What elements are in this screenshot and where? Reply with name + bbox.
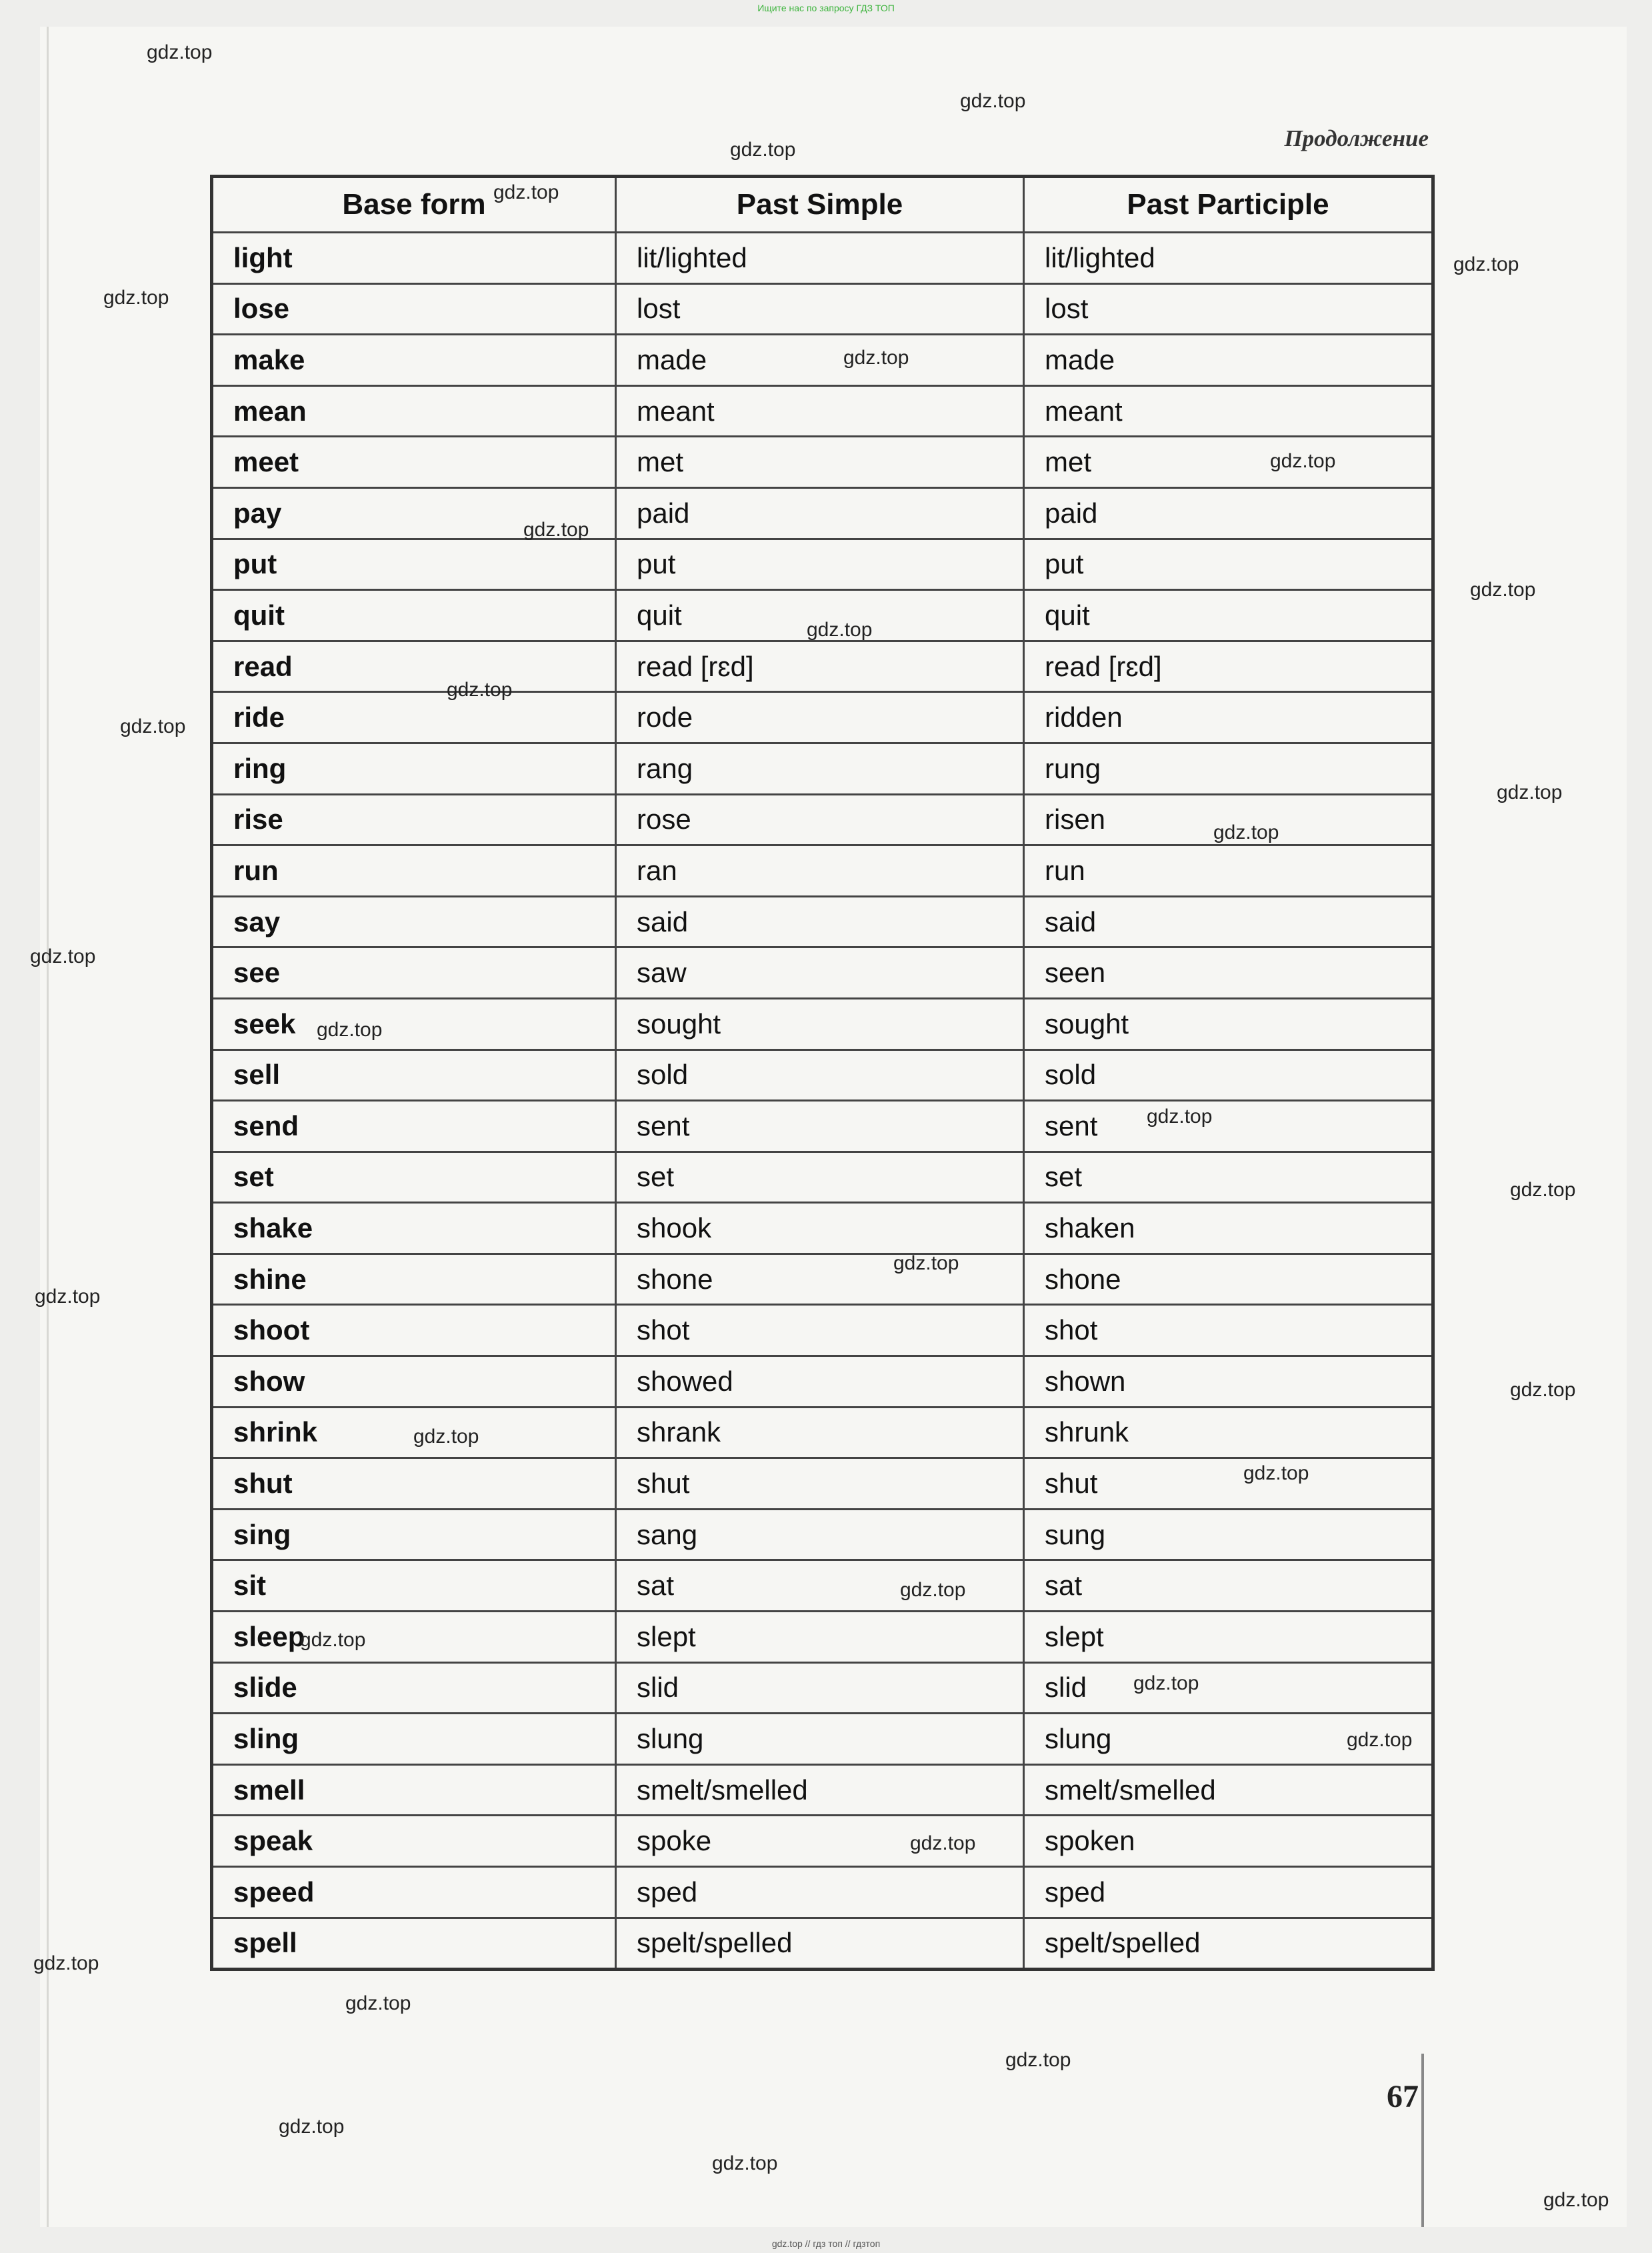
past-participle-cell: said — [1024, 896, 1433, 947]
past-participle-cell: rung — [1024, 743, 1433, 794]
base-form-cell: spell — [212, 1918, 616, 1970]
top-banner[interactable]: Ищите нас по запросу ГДЗ ТОП — [757, 3, 895, 13]
past-simple-cell: quit — [616, 590, 1024, 641]
watermark-text: gdz.top — [1453, 253, 1519, 275]
table-row — [212, 385, 1433, 437]
past-simple-cell: sold — [616, 1049, 1024, 1101]
past-simple-cell: shut — [616, 1458, 1024, 1510]
past-participle-cell: shrunk — [1024, 1407, 1433, 1458]
watermark-text: gdz.top — [279, 2116, 345, 2138]
table-row — [212, 1152, 1433, 1203]
past-participle-cell: lit/lighted — [1024, 233, 1433, 284]
past-simple-cell: read [rɛd] — [616, 641, 1024, 692]
base-form-cell: show — [212, 1356, 616, 1408]
past-participle-cell: sung — [1024, 1509, 1433, 1560]
past-simple-cell: made — [616, 335, 1024, 386]
base-form-cell: set — [212, 1152, 616, 1203]
base-form-cell: pay — [212, 487, 616, 539]
watermark-text: gdz.top — [1243, 1462, 1309, 1484]
past-simple-cell: showed — [616, 1356, 1024, 1408]
table-row — [212, 1407, 1433, 1458]
base-form-cell: sit — [212, 1560, 616, 1612]
past-simple-cell: slept — [616, 1612, 1024, 1663]
past-participle-cell: risen — [1024, 794, 1433, 845]
table-row — [212, 998, 1433, 1049]
watermark-text: gdz.top — [1470, 579, 1536, 601]
watermark-text: gdz.top — [35, 1286, 101, 1308]
table-row — [212, 845, 1433, 897]
table-row — [212, 233, 1433, 284]
base-form-cell: shake — [212, 1203, 616, 1254]
watermark-text: gdz.top — [807, 619, 873, 641]
table-row — [212, 1816, 1433, 1867]
table-row — [212, 743, 1433, 794]
base-form-cell: smell — [212, 1764, 616, 1816]
table-row — [212, 1764, 1433, 1816]
base-form-cell: put — [212, 539, 616, 590]
past-participle-cell: put — [1024, 539, 1433, 590]
table-row — [212, 1203, 1433, 1254]
table-row — [212, 487, 1433, 539]
base-form-cell: ride — [212, 692, 616, 743]
base-form-cell: shine — [212, 1254, 616, 1305]
past-simple-cell: smelt/smelled — [616, 1764, 1024, 1816]
base-form-cell: sing — [212, 1509, 616, 1560]
table-row — [212, 947, 1433, 999]
past-simple-cell: rode — [616, 692, 1024, 743]
table-row — [212, 1101, 1433, 1152]
table-row — [212, 1049, 1433, 1101]
base-form-cell: mean — [212, 385, 616, 437]
base-form-cell: run — [212, 845, 616, 897]
past-participle-cell: meant — [1024, 385, 1433, 437]
past-participle-cell: shone — [1024, 1254, 1433, 1305]
past-simple-cell: ran — [616, 845, 1024, 897]
table-row — [212, 1612, 1433, 1663]
watermark-text: gdz.top — [1147, 1105, 1213, 1128]
watermark-text: gdz.top — [960, 90, 1026, 112]
table-row — [212, 1305, 1433, 1356]
watermark-text: gdz.top — [317, 1019, 383, 1041]
watermark-text: gdz.top — [1133, 1672, 1199, 1694]
past-simple-cell: spelt/spelled — [616, 1918, 1024, 1970]
base-form-cell: sling — [212, 1714, 616, 1765]
watermark-text: gdz.top — [1510, 1379, 1576, 1401]
page-number: 67 — [1387, 2079, 1419, 2114]
page-left-edge — [47, 27, 49, 2227]
base-form-cell: ring — [212, 743, 616, 794]
watermark-text: gdz.top — [1347, 1729, 1413, 1751]
watermark-text: gdz.top — [910, 1832, 976, 1854]
base-form-cell: shrink — [212, 1407, 616, 1458]
table-row — [212, 1356, 1433, 1408]
past-participle-cell: ridden — [1024, 692, 1433, 743]
continuation-label: Продолжение — [1284, 125, 1429, 151]
past-simple-cell: lost — [616, 283, 1024, 335]
base-form-cell: light — [212, 233, 616, 284]
past-participle-cell: lost — [1024, 283, 1433, 335]
past-simple-cell: shrank — [616, 1407, 1024, 1458]
watermark-text: gdz.top — [493, 181, 559, 203]
past-participle-cell: met — [1024, 437, 1433, 488]
base-form-cell: meet — [212, 437, 616, 488]
past-participle-cell: shown — [1024, 1356, 1433, 1408]
table-row — [212, 896, 1433, 947]
past-simple-cell: set — [616, 1152, 1024, 1203]
past-participle-cell: paid — [1024, 487, 1433, 539]
past-participle-cell: sat — [1024, 1560, 1433, 1612]
past-participle-cell: sold — [1024, 1049, 1433, 1101]
past-simple-cell: put — [616, 539, 1024, 590]
past-simple-cell: shook — [616, 1203, 1024, 1254]
past-simple-cell: slung — [616, 1714, 1024, 1765]
past-simple-cell: meant — [616, 385, 1024, 437]
header-past-participle: Past Participle — [1024, 177, 1433, 233]
watermark-text: gdz.top — [345, 1992, 411, 2014]
base-form-cell: shoot — [212, 1305, 616, 1356]
table-row — [212, 1867, 1433, 1918]
header-past-simple: Past Simple — [616, 177, 1024, 233]
base-form-cell: slide — [212, 1662, 616, 1714]
table-row — [212, 437, 1433, 488]
past-participle-cell: smelt/smelled — [1024, 1764, 1433, 1816]
watermark-text: gdz.top — [843, 347, 909, 369]
past-simple-cell: shot — [616, 1305, 1024, 1356]
past-participle-cell: sped — [1024, 1867, 1433, 1918]
watermark-text: gdz.top — [120, 715, 186, 737]
base-form-cell: read — [212, 641, 616, 692]
watermark-text: gdz.top — [413, 1426, 479, 1448]
past-participle-cell: sent — [1024, 1101, 1433, 1152]
table-header-row — [212, 177, 1433, 233]
base-form-cell: quit — [212, 590, 616, 641]
base-form-cell: shut — [212, 1458, 616, 1510]
past-participle-cell: sought — [1024, 998, 1433, 1049]
watermark-text: gdz.top — [103, 287, 169, 309]
binding-edge-line — [1421, 2054, 1424, 2227]
watermark-text: gdz.top — [1005, 2049, 1071, 2071]
watermark-text: gdz.top — [712, 2152, 778, 2174]
past-participle-cell: shot — [1024, 1305, 1433, 1356]
past-simple-cell: rose — [616, 794, 1024, 845]
past-simple-cell: met — [616, 437, 1024, 488]
watermark-text: gdz.top — [1497, 781, 1563, 803]
table-row — [212, 1662, 1433, 1714]
irregular-verbs-table — [210, 175, 1435, 1971]
watermark-text: gdz.top — [730, 139, 796, 161]
past-participle-cell: slung — [1024, 1714, 1433, 1765]
watermark-text: gdz.top — [300, 1629, 366, 1651]
watermark-text: gdz.top — [1213, 821, 1279, 843]
past-participle-cell: seen — [1024, 947, 1433, 999]
table-row — [212, 1509, 1433, 1560]
past-simple-cell: lit/lighted — [616, 233, 1024, 284]
table-row — [212, 283, 1433, 335]
past-participle-cell: spoken — [1024, 1816, 1433, 1867]
past-simple-cell: rang — [616, 743, 1024, 794]
watermark-text: gdz.top — [447, 679, 513, 701]
base-form-cell: say — [212, 896, 616, 947]
past-participle-cell: set — [1024, 1152, 1433, 1203]
watermark-text: gdz.top — [33, 1952, 99, 1974]
past-participle-cell: slept — [1024, 1612, 1433, 1663]
past-simple-cell: saw — [616, 947, 1024, 999]
header-base-form: Base form — [212, 177, 616, 233]
past-simple-cell: sent — [616, 1101, 1024, 1152]
past-participle-cell: quit — [1024, 590, 1433, 641]
base-form-cell: lose — [212, 283, 616, 335]
past-simple-cell: spoke — [616, 1816, 1024, 1867]
table-row — [212, 335, 1433, 386]
past-simple-cell: sought — [616, 998, 1024, 1049]
base-form-cell: sell — [212, 1049, 616, 1101]
past-participle-cell: run — [1024, 845, 1433, 897]
past-participle-cell: made — [1024, 335, 1433, 386]
past-participle-cell: shut — [1024, 1458, 1433, 1510]
base-form-cell: sleep — [212, 1612, 616, 1663]
past-simple-cell: paid — [616, 487, 1024, 539]
past-participle-cell: slid — [1024, 1662, 1433, 1714]
past-participle-cell: shaken — [1024, 1203, 1433, 1254]
past-simple-cell: slid — [616, 1662, 1024, 1714]
watermark-text: gdz.top — [523, 519, 589, 541]
past-simple-cell: shone — [616, 1254, 1024, 1305]
table-row — [212, 1918, 1433, 1970]
past-simple-cell: said — [616, 896, 1024, 947]
watermark-text: gdz.top — [1270, 450, 1336, 472]
table-body — [212, 233, 1433, 1970]
past-participle-cell: spelt/spelled — [1024, 1918, 1433, 1970]
watermark-text: gdz.top — [900, 1579, 966, 1601]
base-form-cell: make — [212, 335, 616, 386]
table-row — [212, 1714, 1433, 1765]
watermark-text: gdz.top — [30, 945, 96, 967]
watermark-text: gdz.top — [147, 41, 213, 63]
table-row — [212, 1254, 1433, 1305]
table-row — [212, 692, 1433, 743]
base-form-cell: rise — [212, 794, 616, 845]
watermark-text: gdz.top — [893, 1252, 959, 1274]
watermark-text: gdz.top — [1543, 2189, 1609, 2211]
past-participle-cell: read [rɛd] — [1024, 641, 1433, 692]
base-form-cell: speed — [212, 1867, 616, 1918]
base-form-cell: seek — [212, 998, 616, 1049]
base-form-cell: see — [212, 947, 616, 999]
table-row — [212, 1560, 1433, 1612]
table-row — [212, 641, 1433, 692]
table-row — [212, 539, 1433, 590]
bottom-banner[interactable]: gdz.top // гдз топ // гдзтоп — [771, 2238, 881, 2249]
past-simple-cell: sped — [616, 1867, 1024, 1918]
base-form-cell: speak — [212, 1816, 616, 1867]
base-form-cell: send — [212, 1101, 616, 1152]
past-simple-cell: sat — [616, 1560, 1024, 1612]
watermark-text: gdz.top — [1510, 1179, 1576, 1201]
past-simple-cell: sang — [616, 1509, 1024, 1560]
